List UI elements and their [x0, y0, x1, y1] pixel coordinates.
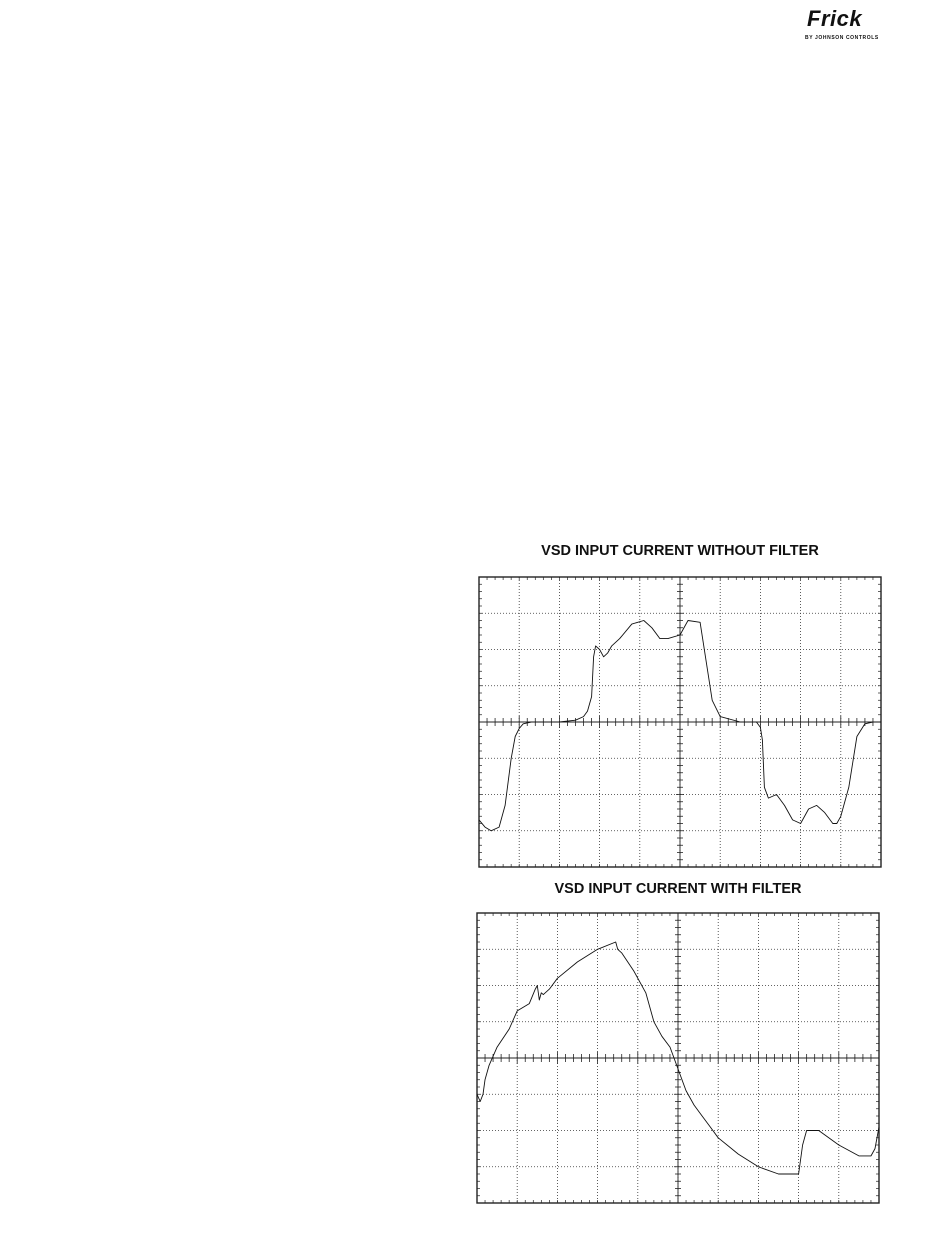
oscilloscope-chart-without-filter: [478, 576, 882, 868]
logo-brand-text: Frick: [807, 6, 863, 31]
logo-tagline: BY JOHNSON CONTROLS: [805, 35, 879, 41]
oscilloscope-chart-with-filter: [476, 912, 880, 1204]
frick-logo: [805, 8, 885, 42]
chart-title-without-filter: VSD INPUT CURRENT WITHOUT FILTER: [541, 543, 819, 559]
chart-title-with-filter: VSD INPUT CURRENT WITH FILTER: [554, 881, 802, 897]
